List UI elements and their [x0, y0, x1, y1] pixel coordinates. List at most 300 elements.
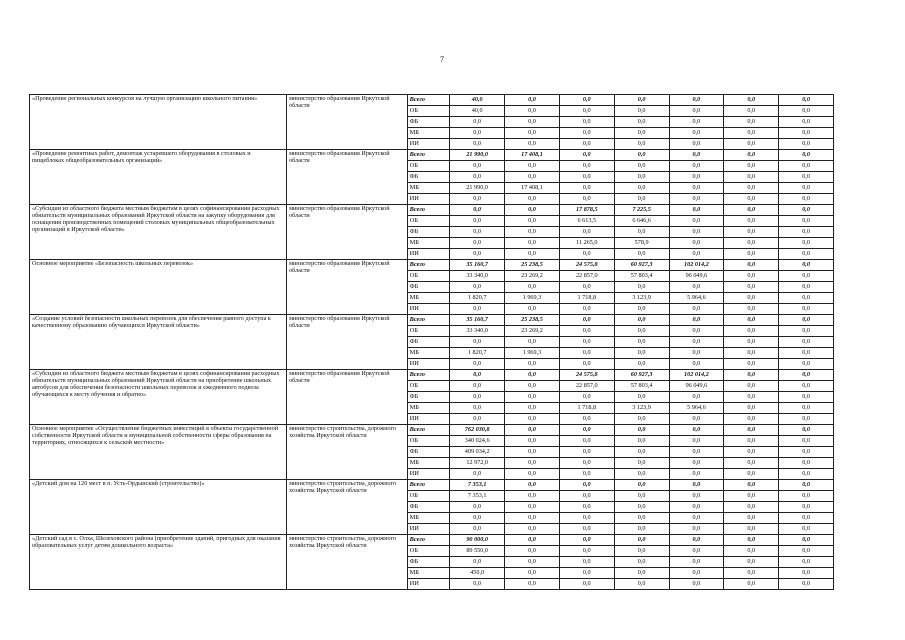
- amount-cell: 0,0: [614, 282, 669, 293]
- executor: министерство строительства, дорожного хозяйства Иркутской области: [287, 535, 408, 590]
- amount-cell: 0,0: [724, 535, 779, 546]
- funding-source: МБ: [407, 183, 450, 194]
- funding-source: ФБ: [407, 172, 450, 183]
- amount-cell: 35 160,7: [450, 260, 505, 271]
- amount-cell: 0,0: [669, 458, 724, 469]
- amount-cell: 0,0: [450, 524, 505, 535]
- activity-description: «Детский дом на 120 мест в п. Усть-Ордынский (строительство)»: [30, 480, 287, 535]
- amount-cell: 0,0: [724, 579, 779, 590]
- executor: министерство строительства, дорожного хозяйства Иркутской области: [287, 480, 408, 535]
- amount-cell: 0,0: [724, 249, 779, 260]
- amount-cell: 0,0: [614, 524, 669, 535]
- amount-cell: 0,0: [724, 447, 779, 458]
- table-row: [30, 260, 834, 271]
- amount-cell: 0,0: [450, 392, 505, 403]
- amount-cell: 0,0: [779, 579, 834, 590]
- amount-cell: 0,0: [724, 205, 779, 216]
- amount-cell: 0,0: [505, 205, 560, 216]
- amount-cell: 0,0: [779, 227, 834, 238]
- amount-cell: 0,0: [614, 535, 669, 546]
- funding-source: ИИ: [407, 469, 450, 480]
- amount-cell: 90 000,0: [450, 535, 505, 546]
- funding-source: ИИ: [407, 414, 450, 425]
- amount-cell: 0,0: [724, 117, 779, 128]
- amount-cell: 0,0: [614, 579, 669, 590]
- amount-cell: 0,0: [559, 337, 614, 348]
- funding-source: ФБ: [407, 227, 450, 238]
- amount-cell: 0,0: [450, 172, 505, 183]
- amount-cell: 0,0: [559, 447, 614, 458]
- amount-cell: 0,0: [559, 524, 614, 535]
- amount-cell: 0,0: [559, 348, 614, 359]
- amount-cell: 0,0: [724, 469, 779, 480]
- amount-cell: 0,0: [779, 557, 834, 568]
- amount-cell: 0,0: [450, 381, 505, 392]
- amount-cell: 0,0: [724, 293, 779, 304]
- funding-source: ИИ: [407, 304, 450, 315]
- amount-cell: 0,0: [669, 546, 724, 557]
- amount-cell: 0,0: [559, 95, 614, 106]
- amount-cell: 0,0: [669, 139, 724, 150]
- amount-cell: 0,0: [779, 249, 834, 260]
- amount-cell: 0,0: [669, 172, 724, 183]
- funding-source: ИИ: [407, 194, 450, 205]
- amount-cell: 0,0: [505, 557, 560, 568]
- amount-cell: 0,0: [614, 183, 669, 194]
- amount-cell: 0,0: [450, 403, 505, 414]
- activity-description: «Проведение региональных конкурсов на лучшую организацию школьного питания»: [30, 95, 287, 150]
- amount-cell: 0,0: [505, 524, 560, 535]
- amount-cell: 0,0: [505, 370, 560, 381]
- amount-cell: 0,0: [669, 392, 724, 403]
- amount-cell: 0,0: [450, 513, 505, 524]
- amount-cell: 0,0: [724, 139, 779, 150]
- amount-cell: 0,0: [505, 172, 560, 183]
- amount-cell: 6 646,6: [614, 216, 669, 227]
- amount-cell: 0,0: [724, 106, 779, 117]
- amount-cell: 24 575,8: [559, 260, 614, 271]
- amount-cell: 0,0: [505, 359, 560, 370]
- funding-source: ОБ: [407, 271, 450, 282]
- amount-cell: 0,0: [779, 293, 834, 304]
- amount-cell: 0,0: [505, 227, 560, 238]
- table-row: [30, 535, 834, 546]
- amount-cell: 0,0: [559, 480, 614, 491]
- funding-source: ОБ: [407, 106, 450, 117]
- funding-source: ИИ: [407, 359, 450, 370]
- funding-source: ИИ: [407, 249, 450, 260]
- funding-source: ОБ: [407, 326, 450, 337]
- amount-cell: 0,0: [779, 403, 834, 414]
- amount-cell: 409 034,2: [450, 447, 505, 458]
- amount-cell: 0,0: [779, 95, 834, 106]
- amount-cell: 96 049,6: [669, 271, 724, 282]
- amount-cell: 0,0: [450, 282, 505, 293]
- amount-cell: 0,0: [669, 480, 724, 491]
- table-row: [30, 315, 834, 326]
- amount-cell: 0,0: [505, 403, 560, 414]
- page-number: 7: [440, 55, 444, 64]
- funding-source: Всего: [407, 480, 450, 491]
- funding-source: ОБ: [407, 381, 450, 392]
- amount-cell: 0,0: [450, 216, 505, 227]
- amount-cell: 0,0: [505, 249, 560, 260]
- amount-cell: 0,0: [450, 359, 505, 370]
- amount-cell: 0,0: [559, 304, 614, 315]
- amount-cell: 0,0: [779, 271, 834, 282]
- amount-cell: 0,0: [779, 172, 834, 183]
- amount-cell: 0,0: [505, 381, 560, 392]
- executor: министерство строительства, дорожного хозяйства Иркутской области: [287, 425, 408, 480]
- amount-cell: 0,0: [724, 128, 779, 139]
- amount-cell: 0,0: [559, 249, 614, 260]
- table-row: [30, 425, 834, 436]
- amount-cell: 0,0: [724, 381, 779, 392]
- amount-cell: 0,0: [779, 480, 834, 491]
- amount-cell: 0,0: [614, 568, 669, 579]
- amount-cell: 0,0: [614, 414, 669, 425]
- amount-cell: 21 990,0: [450, 150, 505, 161]
- amount-cell: 1 718,8: [559, 403, 614, 414]
- amount-cell: 0,0: [779, 216, 834, 227]
- amount-cell: 0,0: [559, 579, 614, 590]
- amount-cell: 0,0: [559, 161, 614, 172]
- funding-source: Всего: [407, 260, 450, 271]
- amount-cell: 0,0: [669, 491, 724, 502]
- amount-cell: 0,0: [779, 414, 834, 425]
- amount-cell: 0,0: [724, 359, 779, 370]
- amount-cell: 0,0: [614, 227, 669, 238]
- amount-cell: 0,0: [669, 337, 724, 348]
- amount-cell: 22 857,0: [559, 271, 614, 282]
- amount-cell: 60 927,3: [614, 260, 669, 271]
- amount-cell: 0,0: [614, 491, 669, 502]
- amount-cell: 0,0: [669, 436, 724, 447]
- amount-cell: 0,0: [450, 337, 505, 348]
- amount-cell: 0,0: [559, 282, 614, 293]
- amount-cell: 0,0: [724, 524, 779, 535]
- amount-cell: 0,0: [559, 359, 614, 370]
- activity-description: «Субсидии из областного бюджета местным бюджетам в целях софинансирования расходных обязательств муниципальных образований Иркутской области на приобретение школьных автобусов для обеспечения безопасности школьных перевозок и ежедневного подвоза обучающихся к месту обучения и обратно»: [30, 370, 287, 425]
- amount-cell: 0,0: [505, 117, 560, 128]
- amount-cell: 11 265,0: [559, 238, 614, 249]
- amount-cell: 0,0: [779, 205, 834, 216]
- funding-source: ИИ: [407, 139, 450, 150]
- amount-cell: 0,0: [724, 414, 779, 425]
- amount-cell: 0,0: [450, 128, 505, 139]
- amount-cell: 0,0: [450, 249, 505, 260]
- funding-source: Всего: [407, 315, 450, 326]
- funding-source: ИИ: [407, 524, 450, 535]
- budget-table: [29, 94, 834, 590]
- amount-cell: 0,0: [724, 480, 779, 491]
- amount-cell: 0,0: [450, 117, 505, 128]
- amount-cell: 0,0: [724, 370, 779, 381]
- funding-source: МБ: [407, 293, 450, 304]
- amount-cell: 0,0: [450, 414, 505, 425]
- activity-description: «Субсидии из областного бюджета местным бюджетам в целях софинансирования расходных обязательств муниципальных образований Иркутской области на закупку оборудования для оснащения производственных помещений столовых муниципальных общеобразовательных организаций в Иркутской области»: [30, 205, 287, 260]
- amount-cell: 17 408,1: [505, 150, 560, 161]
- amount-cell: 0,0: [505, 458, 560, 469]
- table-row: [30, 95, 834, 106]
- amount-cell: 0,0: [559, 502, 614, 513]
- amount-cell: 0,0: [724, 337, 779, 348]
- amount-cell: 0,0: [505, 95, 560, 106]
- amount-cell: 0,0: [724, 238, 779, 249]
- amount-cell: 23 269,2: [505, 271, 560, 282]
- funding-source: ОБ: [407, 161, 450, 172]
- amount-cell: 0,0: [724, 392, 779, 403]
- funding-source: МБ: [407, 348, 450, 359]
- amount-cell: 0,0: [779, 161, 834, 172]
- amount-cell: 0,0: [669, 348, 724, 359]
- amount-cell: 0,0: [669, 359, 724, 370]
- funding-source: МБ: [407, 128, 450, 139]
- amount-cell: 0,0: [669, 128, 724, 139]
- amount-cell: 0,0: [505, 106, 560, 117]
- amount-cell: 0,0: [779, 282, 834, 293]
- amount-cell: 0,0: [559, 227, 614, 238]
- amount-cell: 22 857,0: [559, 381, 614, 392]
- amount-cell: 57 803,4: [614, 381, 669, 392]
- amount-cell: 3 123,9: [614, 403, 669, 414]
- amount-cell: 5 964,6: [669, 293, 724, 304]
- amount-cell: 0,0: [779, 425, 834, 436]
- amount-cell: 0,0: [614, 315, 669, 326]
- amount-cell: 0,0: [669, 106, 724, 117]
- amount-cell: 0,0: [450, 469, 505, 480]
- amount-cell: 0,0: [724, 161, 779, 172]
- funding-source: ФБ: [407, 502, 450, 513]
- amount-cell: 0,0: [724, 304, 779, 315]
- amount-cell: 102 014,2: [669, 260, 724, 271]
- table-row: [30, 205, 834, 216]
- amount-cell: 0,0: [505, 425, 560, 436]
- amount-cell: 5 964,6: [669, 403, 724, 414]
- amount-cell: 0,0: [779, 491, 834, 502]
- budget-table-body: [30, 95, 834, 590]
- amount-cell: 0,0: [614, 337, 669, 348]
- amount-cell: 0,0: [559, 546, 614, 557]
- amount-cell: 35 160,7: [450, 315, 505, 326]
- amount-cell: 0,0: [505, 161, 560, 172]
- amount-cell: 0,0: [724, 150, 779, 161]
- amount-cell: 0,0: [505, 469, 560, 480]
- amount-cell: 0,0: [559, 150, 614, 161]
- amount-cell: 0,0: [724, 315, 779, 326]
- amount-cell: 0,0: [779, 447, 834, 458]
- funding-source: Всего: [407, 535, 450, 546]
- amount-cell: 0,0: [669, 249, 724, 260]
- amount-cell: 0,0: [559, 392, 614, 403]
- funding-source: ОБ: [407, 491, 450, 502]
- amount-cell: 0,0: [505, 436, 560, 447]
- amount-cell: 0,0: [724, 260, 779, 271]
- amount-cell: 0,0: [505, 238, 560, 249]
- funding-source: Всего: [407, 370, 450, 381]
- funding-source: ОБ: [407, 216, 450, 227]
- amount-cell: 0,0: [614, 128, 669, 139]
- amount-cell: 96 049,6: [669, 381, 724, 392]
- amount-cell: 1 718,8: [559, 293, 614, 304]
- amount-cell: 57 803,4: [614, 271, 669, 282]
- amount-cell: 7 225,5: [614, 205, 669, 216]
- amount-cell: 0,0: [779, 513, 834, 524]
- amount-cell: 0,0: [724, 95, 779, 106]
- activity-description: Основное мероприятие «Безопасность школьных перевозок»: [30, 260, 287, 315]
- activity-description: «Создание условий безопасности школьных перевозок для обеспечения равного доступа к качественному образованию обучающихся Иркутской области»: [30, 315, 287, 370]
- amount-cell: 0,0: [724, 513, 779, 524]
- amount-cell: 0,0: [724, 172, 779, 183]
- amount-cell: 0,0: [669, 447, 724, 458]
- amount-cell: 0,0: [779, 381, 834, 392]
- amount-cell: 0,0: [505, 568, 560, 579]
- amount-cell: 0,0: [669, 227, 724, 238]
- amount-cell: 0,0: [559, 557, 614, 568]
- funding-source: ФБ: [407, 282, 450, 293]
- amount-cell: 0,0: [779, 183, 834, 194]
- amount-cell: 0,0: [505, 139, 560, 150]
- amount-cell: 0,0: [724, 425, 779, 436]
- amount-cell: 0,0: [669, 535, 724, 546]
- amount-cell: 25 238,5: [505, 315, 560, 326]
- funding-source: Всего: [407, 150, 450, 161]
- amount-cell: 0,0: [779, 469, 834, 480]
- amount-cell: 0,0: [559, 117, 614, 128]
- amount-cell: 1 969,3: [505, 348, 560, 359]
- amount-cell: 0,0: [724, 502, 779, 513]
- funding-source: МБ: [407, 568, 450, 579]
- funding-source: Всего: [407, 425, 450, 436]
- amount-cell: 0,0: [614, 458, 669, 469]
- amount-cell: 0,0: [505, 128, 560, 139]
- amount-cell: 0,0: [669, 568, 724, 579]
- activity-description: «Проведение ремонтных работ, демонтаж устаревшего оборудования в столовых и пищеблоках общеобразовательных организаций»: [30, 150, 287, 205]
- amount-cell: 12 972,0: [450, 458, 505, 469]
- amount-cell: 0,0: [779, 568, 834, 579]
- amount-cell: 0,0: [559, 535, 614, 546]
- amount-cell: 0,0: [505, 447, 560, 458]
- amount-cell: 0,0: [559, 183, 614, 194]
- amount-cell: 89 550,0: [450, 546, 505, 557]
- amount-cell: 0,0: [779, 359, 834, 370]
- funding-source: ФБ: [407, 392, 450, 403]
- amount-cell: 0,0: [779, 150, 834, 161]
- amount-cell: 0,0: [559, 315, 614, 326]
- amount-cell: 0,0: [724, 194, 779, 205]
- amount-cell: 0,0: [559, 106, 614, 117]
- amount-cell: 0,0: [614, 447, 669, 458]
- executor: министерство образования Иркутской области: [287, 150, 408, 205]
- amount-cell: 578,9: [614, 238, 669, 249]
- amount-cell: 40,0: [450, 95, 505, 106]
- funding-source: ОБ: [407, 436, 450, 447]
- amount-cell: 0,0: [559, 568, 614, 579]
- amount-cell: 0,0: [614, 172, 669, 183]
- amount-cell: 0,0: [614, 249, 669, 260]
- amount-cell: 3 123,9: [614, 293, 669, 304]
- amount-cell: 0,0: [669, 513, 724, 524]
- amount-cell: 0,0: [724, 568, 779, 579]
- funding-source: ИИ: [407, 579, 450, 590]
- amount-cell: 0,0: [614, 348, 669, 359]
- amount-cell: 0,0: [559, 458, 614, 469]
- amount-cell: 0,0: [614, 117, 669, 128]
- amount-cell: 0,0: [559, 425, 614, 436]
- amount-cell: 0,0: [724, 348, 779, 359]
- amount-cell: 25 238,5: [505, 260, 560, 271]
- amount-cell: 0,0: [559, 139, 614, 150]
- amount-cell: 0,0: [724, 271, 779, 282]
- amount-cell: 0,0: [505, 535, 560, 546]
- amount-cell: 0,0: [669, 205, 724, 216]
- amount-cell: 0,0: [669, 326, 724, 337]
- amount-cell: 0,0: [614, 425, 669, 436]
- amount-cell: 0,0: [559, 491, 614, 502]
- amount-cell: 0,0: [450, 304, 505, 315]
- amount-cell: 0,0: [450, 227, 505, 238]
- amount-cell: 0,0: [724, 546, 779, 557]
- amount-cell: 0,0: [779, 194, 834, 205]
- amount-cell: 0,0: [559, 128, 614, 139]
- amount-cell: 0,0: [505, 216, 560, 227]
- amount-cell: 0,0: [669, 238, 724, 249]
- amount-cell: 0,0: [450, 139, 505, 150]
- amount-cell: 0,0: [614, 359, 669, 370]
- amount-cell: 0,0: [779, 524, 834, 535]
- amount-cell: 0,0: [779, 304, 834, 315]
- amount-cell: 0,0: [614, 480, 669, 491]
- amount-cell: 0,0: [779, 260, 834, 271]
- amount-cell: 0,0: [505, 502, 560, 513]
- amount-cell: 0,0: [614, 502, 669, 513]
- funding-source: МБ: [407, 403, 450, 414]
- amount-cell: 0,0: [505, 480, 560, 491]
- amount-cell: 0,0: [614, 95, 669, 106]
- amount-cell: 450,0: [450, 568, 505, 579]
- amount-cell: 340 024,6: [450, 436, 505, 447]
- amount-cell: 0,0: [505, 194, 560, 205]
- funding-source: Всего: [407, 95, 450, 106]
- executor: министерство образования Иркутской области: [287, 315, 408, 370]
- amount-cell: 0,0: [559, 414, 614, 425]
- funding-source: ОБ: [407, 546, 450, 557]
- amount-cell: 0,0: [669, 304, 724, 315]
- funding-source: ФБ: [407, 117, 450, 128]
- amount-cell: 0,0: [505, 513, 560, 524]
- executor: министерство образования Иркутской области: [287, 205, 408, 260]
- amount-cell: 0,0: [779, 337, 834, 348]
- amount-cell: 0,0: [724, 491, 779, 502]
- amount-cell: 0,0: [779, 139, 834, 150]
- amount-cell: 0,0: [614, 106, 669, 117]
- amount-cell: 0,0: [669, 315, 724, 326]
- amount-cell: 0,0: [779, 315, 834, 326]
- amount-cell: 0,0: [779, 106, 834, 117]
- amount-cell: 0,0: [614, 150, 669, 161]
- amount-cell: 0,0: [724, 282, 779, 293]
- activity-description: Основное мероприятие «Осуществление бюджетных инвестиций в объекты государственной собственности Иркутской области и муниципальной собственности сферы образования на территориях, относящихся к сельской местности»: [30, 425, 287, 480]
- executor: министерство образования Иркутской области: [287, 260, 408, 315]
- amount-cell: 0,0: [614, 139, 669, 150]
- amount-cell: 0,0: [614, 326, 669, 337]
- amount-cell: 0,0: [450, 205, 505, 216]
- amount-cell: 0,0: [614, 392, 669, 403]
- amount-cell: 0,0: [450, 238, 505, 249]
- amount-cell: 0,0: [669, 557, 724, 568]
- amount-cell: 0,0: [724, 403, 779, 414]
- amount-cell: 0,0: [669, 161, 724, 172]
